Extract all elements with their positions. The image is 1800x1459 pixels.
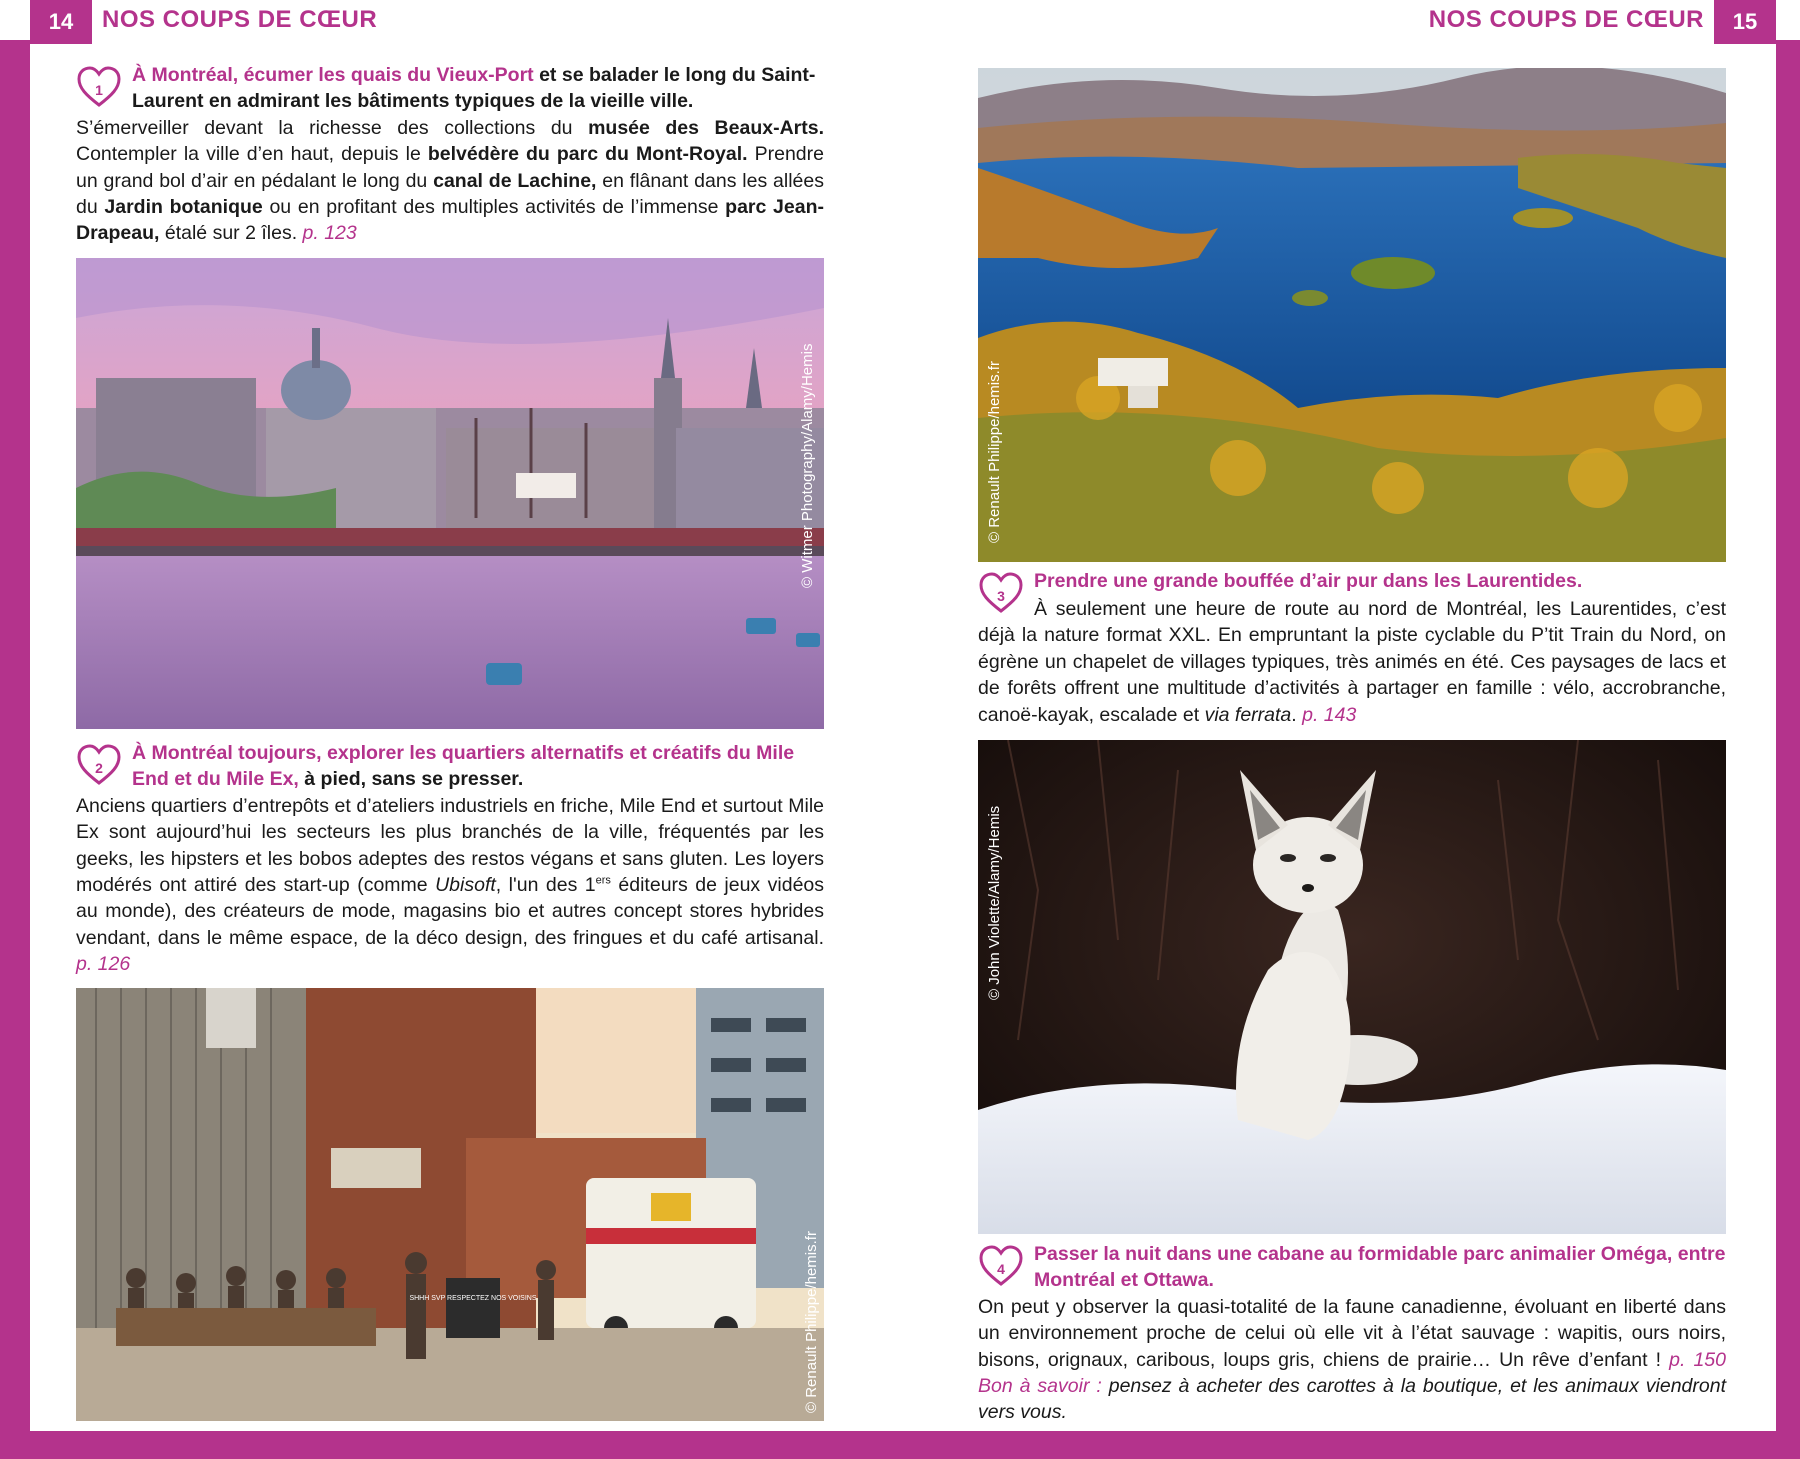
running-title-right: NOS COUPS DE CŒUR xyxy=(1428,6,1704,33)
photo-arctic-fox xyxy=(978,740,1726,1234)
item-2-body: Anciens quartiers d’entrepôts et d’ateliers industriels en friche, Mile End et surtout Mile Ex sont aujourd’hui les secteurs les plus branchés de la ville, fréquentés par les geeks, les hipsters et les bobos adeptes des restos végans et sans gluten. Les loyers modérés ont attiré des start-up (comme Ubisoft, l'un des 1ers éditeurs de jeux vidéos au monde), des créateurs de mode, magasins bio et autres concept stores hybrides vendant, dans le même espace, de la déco design, des fringues et du café artisanal. p. 126 xyxy=(76,794,825,976)
photo-credit: © Witmer Photography/Alamy/Hemis xyxy=(799,343,816,588)
item-3-highlight: Prendre une grande bouffée d’air pur dans les Laurentides. xyxy=(1034,570,1583,592)
item-2-highlight: À Montréal toujours, explorer les quartiers alternatifs et créatifs du Mile End et du Mile Ex, xyxy=(132,742,795,791)
tip-label: Bon à savoir : xyxy=(978,1375,1102,1398)
page-reference: p. 150 xyxy=(1669,1348,1726,1371)
item-number: 1 xyxy=(95,82,103,98)
item-1-highlight: À Montréal, écumer les quais du Vieux-Port xyxy=(132,64,534,86)
item-number: 3 xyxy=(997,588,1005,604)
running-title-left: NOS COUPS DE CŒUR xyxy=(102,6,378,33)
item-1-lead xyxy=(76,62,824,115)
item-number: 4 xyxy=(997,1261,1005,1277)
item-4-headline xyxy=(1034,1241,1726,1294)
page-reference: p. 123 xyxy=(302,222,357,245)
item-4-lead xyxy=(978,1241,1726,1294)
item-1-lead-rest: et se balader le long du Saint-Laurent en admirant les bâtiments typiques de la vieille ville. xyxy=(132,64,816,113)
photo-old-port xyxy=(76,258,824,729)
item-1-headline xyxy=(132,62,824,115)
item-4-body: On peut y observer la quasi-totalité de la faune canadienne, évoluant en liberté dans un environnement proche de celui où elle vit à l’état sauvage : wapitis, ours noirs, bisons, orignaux, caribous, loups gris, chiens de prairie… Un rêve d’enfant ! p. 150 Bon à savoir : pensez à acheter des carottes à la boutique, et les animaux viendront vers vous. xyxy=(978,1295,1726,1424)
item-3-body: À seulement une heure de route au nord de Montréal, les Laurentides, c’est déjà la nature format XXL. En empruntant la piste cyclable du P’tit Train du Nord, on égrène un chapelet de villages typiques, très animés en été. Ces paysages de lacs et de forêts offrent une multitude d’activités à partager en famille : vélo, accrobranche, canoë-kayak, escalade et via ferrata. p. 143 xyxy=(978,598,1726,726)
photo-mile-ex xyxy=(76,988,824,1421)
photo-credit: © Renault Philippe/hemis.fr xyxy=(803,1231,820,1413)
page-reference: p. 126 xyxy=(76,953,131,976)
page-border-right xyxy=(1776,0,1800,1459)
item-3-headline xyxy=(1034,568,1582,594)
item-4 xyxy=(978,1241,1726,1426)
item-2 xyxy=(76,740,824,978)
item-2-headline xyxy=(132,740,824,793)
page-reference: p. 143 xyxy=(1302,703,1357,726)
heart-number-icon xyxy=(76,742,122,788)
item-3 xyxy=(978,568,1726,728)
heart-number-icon xyxy=(978,570,1024,616)
page-border-left xyxy=(0,0,30,1459)
item-number: 2 xyxy=(95,760,103,776)
page-border-bottom xyxy=(0,1431,1800,1459)
item-1 xyxy=(76,62,824,247)
item-2-lead xyxy=(76,740,824,793)
shop-sign-text: SHHH SVP RESPECTEZ NOS VOISINS xyxy=(409,1295,537,1302)
photo-laurentides xyxy=(978,68,1726,562)
item-1-body: S’émerveiller devant la richesse des collections du musée des Beaux-Arts. Contempler la ville d’en haut, depuis le belvédère du parc du Mont-Royal. Prendre un grand bol d’air en pédalant le long du canal de Lachine, en flânant dans les allées du Jardin botanique ou en profitant des multiples activités de l’immense parc Jean-Drapeau, étalé sur 2 îles. p. 123 xyxy=(76,116,824,245)
heart-number-icon xyxy=(978,1243,1024,1289)
item-4-highlight: Passer la nuit dans une cabane au formidable parc animalier Oméga, entre Montréal et Ottawa. xyxy=(1034,1243,1726,1292)
page-gutter xyxy=(876,40,892,1431)
photo-credit: © Renault Philippe/hemis.fr xyxy=(986,361,1003,543)
tip-text: pensez à acheter des carottes à la boutique, et les animaux viendront vers vous. xyxy=(978,1375,1726,1424)
photo-credit: © John Violette/Alamy/Hemis xyxy=(986,805,1003,1000)
heart-number-icon xyxy=(76,64,122,110)
page-number-left: 14 xyxy=(30,0,92,44)
page-number-right: 15 xyxy=(1714,0,1776,44)
item-2-lead-rest: à pied, sans se presser. xyxy=(298,768,524,791)
